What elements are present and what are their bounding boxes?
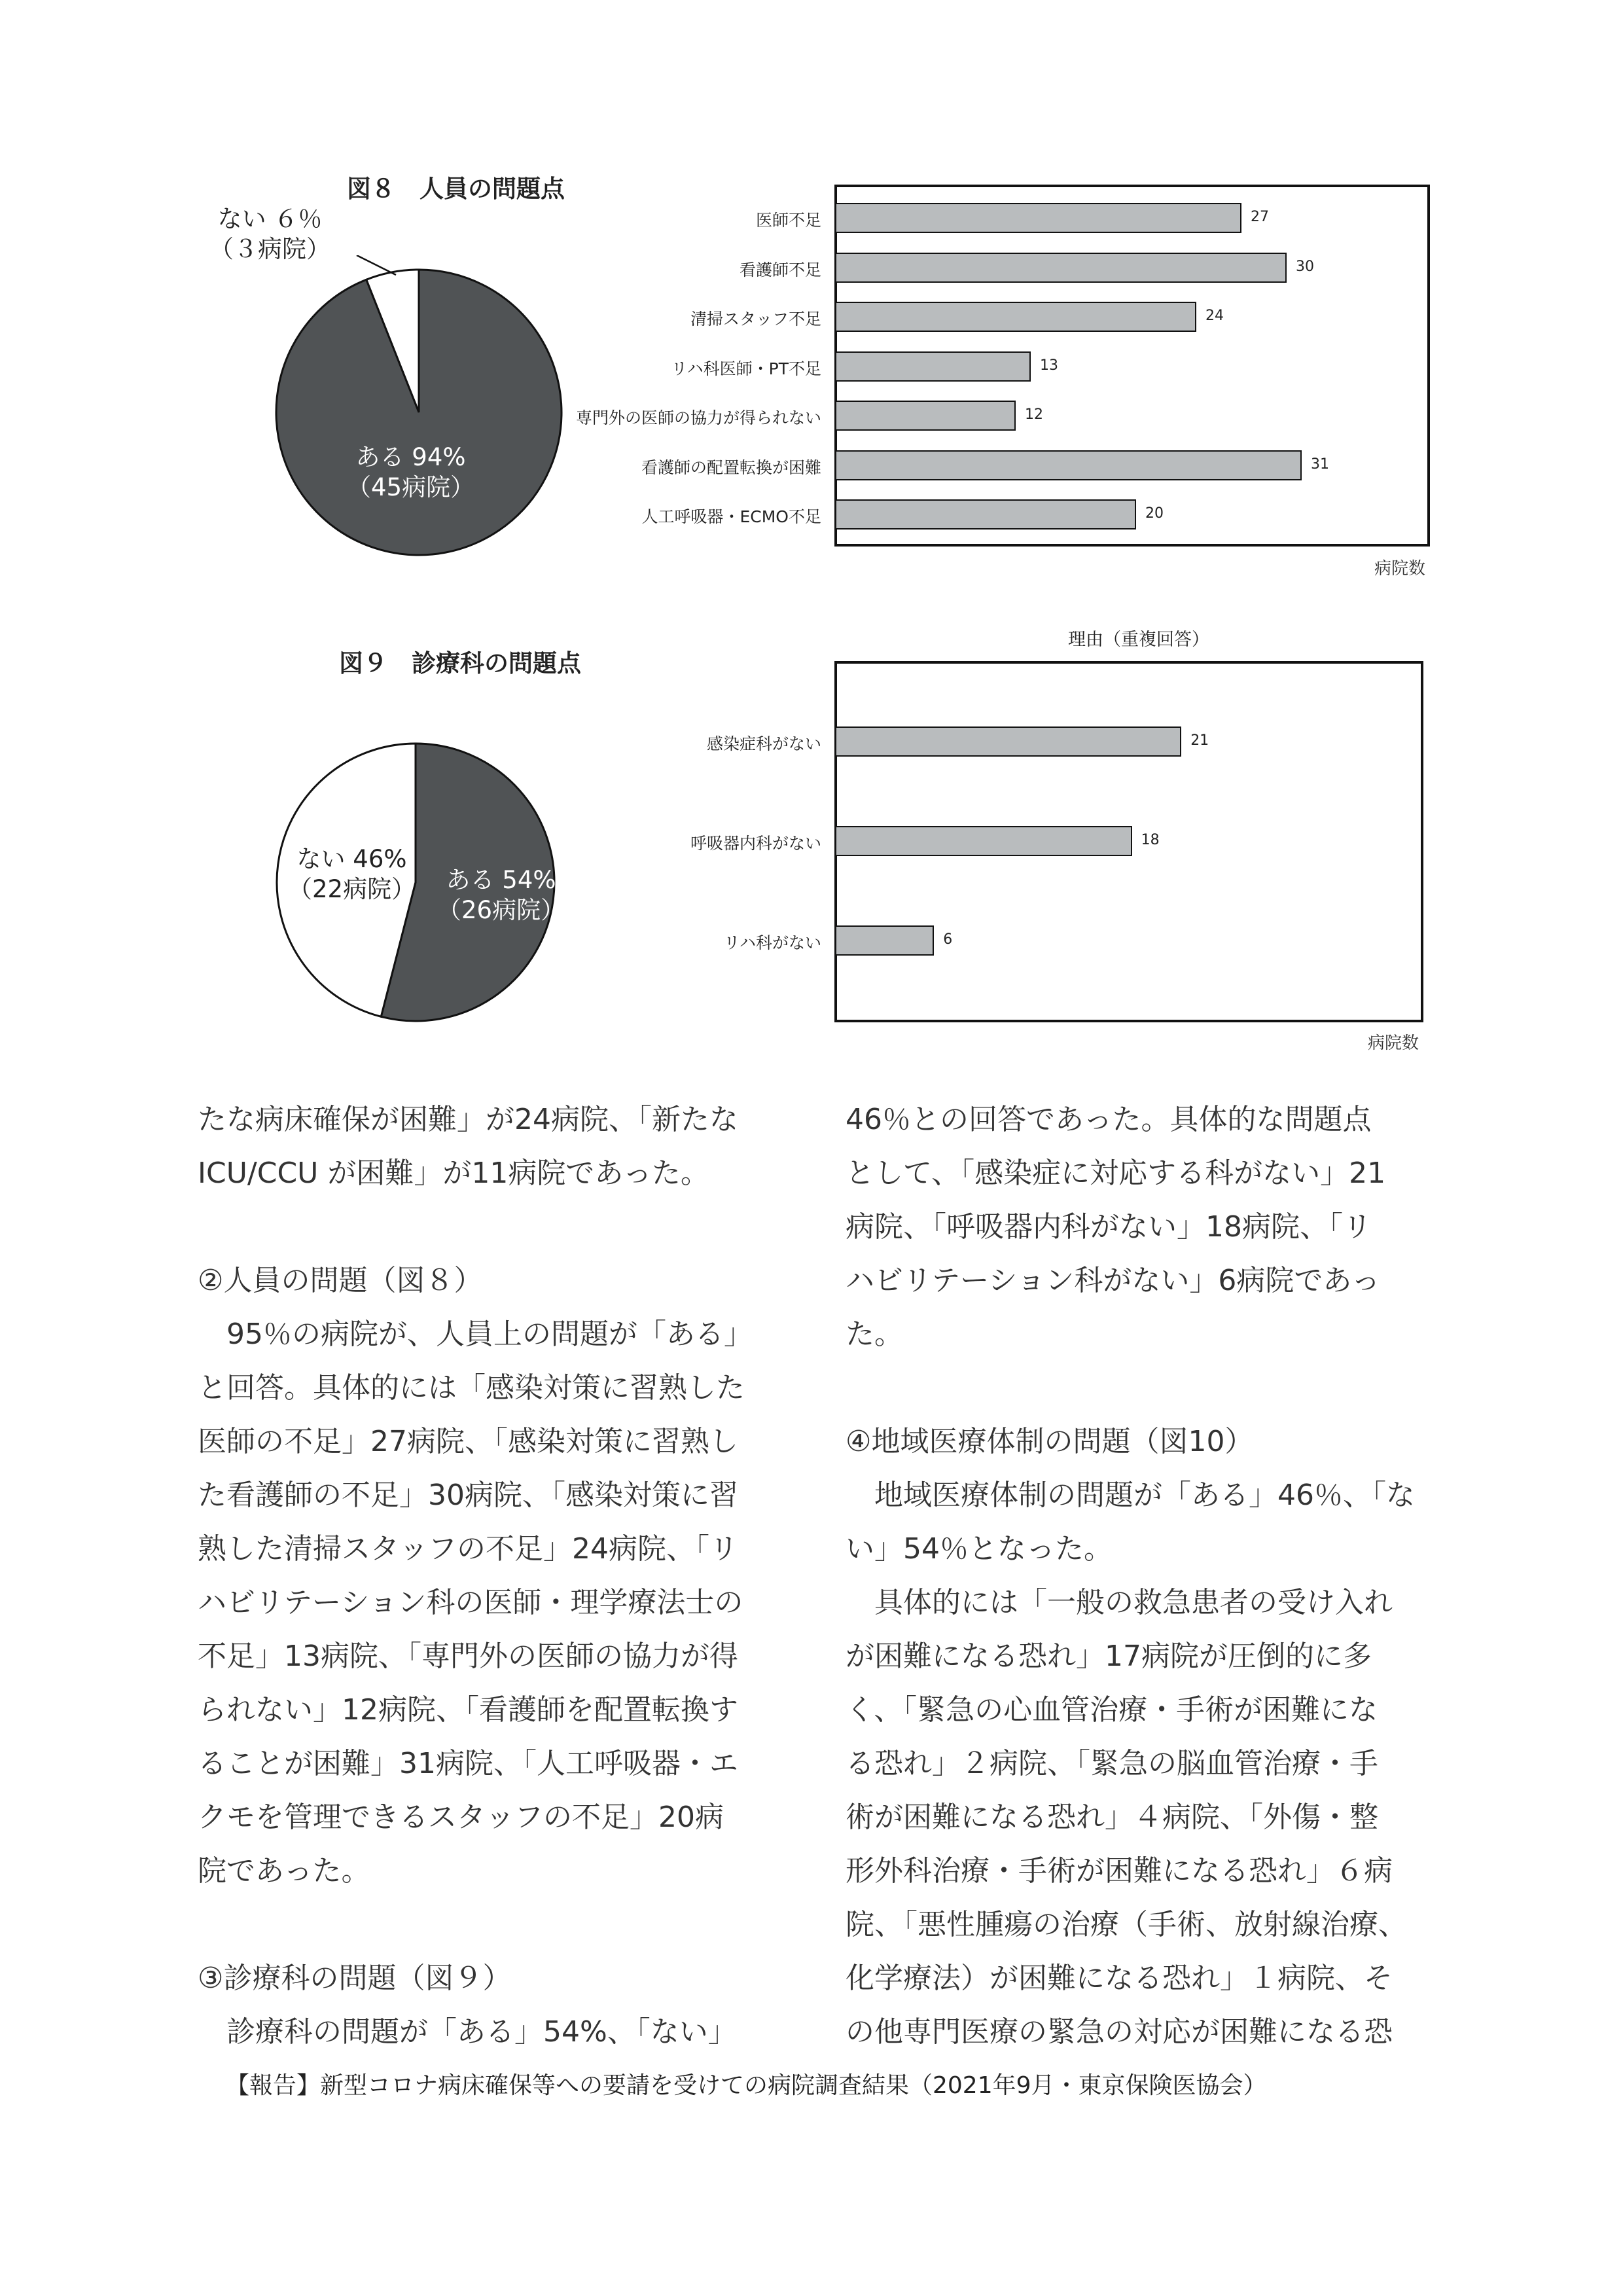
left-col-text-line: 診療科の問題が「ある」54%、「ない」	[198, 2015, 737, 2049]
right-col-text-line: が困難になる恐れ」17病院が圧倒的に多	[846, 1640, 1372, 1673]
right-col-text-line: た。	[846, 1318, 903, 1351]
right-col-text-line: ④地域医療体制の問題（図10）	[846, 1425, 1254, 1458]
figure9-unit: 病院数	[1368, 1033, 1419, 1053]
figure9-pie-label-aru-main: ある 54%	[446, 866, 556, 894]
left-col-text-line: た看護師の不足」30病院、「感染対策に習	[198, 1479, 738, 1512]
left-col-text-line: 95％の病院が、人員上の問題が「ある」	[198, 1318, 753, 1351]
figure8-bar-value: 27	[1251, 209, 1269, 225]
figure8-pie-label-nai-sub: （３病院）	[209, 235, 330, 263]
left-col-text-line: 熟した清掃スタッフの不足」24病院、「リ	[198, 1532, 738, 1566]
figure8-pie-label-aru-sub: （45病院）	[347, 473, 475, 501]
left-col-blank-line	[198, 1898, 800, 1952]
figure8-bar	[835, 351, 1031, 382]
figure9-pie-label-nai	[288, 844, 416, 905]
left-col-blank-line	[198, 1200, 800, 1254]
figure8-bar-label: 人工呼吸器・ECMO不足	[641, 507, 821, 526]
right-text-column	[846, 1093, 1448, 2059]
right-col-text-line: ハビリテーション科がない」6病院であっ	[846, 1264, 1380, 1297]
figure8-pie-label-aru	[347, 442, 474, 503]
left-col-text-line: ハビリテーション科の医師・理学療法士の	[198, 1586, 743, 1619]
figure8-bar-value: 20	[1145, 505, 1164, 522]
figure8-bar-label: 医師不足	[755, 211, 821, 230]
figure9-bar-value: 21	[1190, 732, 1209, 749]
left-col-text-line: ることが困難」31病院、「人工呼吸器・エ	[198, 1747, 738, 1780]
left-col-text-line: クモを管理できるスタッフの不足」20病	[198, 1801, 724, 1834]
figure9-bar	[835, 826, 1132, 856]
right-col-text-line: 術が困難になる恐れ」４病院、「外傷・整	[846, 1801, 1378, 1834]
figure9-title: 図９ 診療科の問題点	[339, 649, 581, 677]
figure8-bar	[835, 450, 1302, 480]
figure8-pie-slice-aru	[276, 270, 562, 555]
right-col-text-line: として、「感染症に対応する科がない」21	[846, 1157, 1386, 1190]
right-col-text-line: い」54％となった。	[846, 1532, 1113, 1566]
right-col-text-line: 46％との回答であった。具体的な問題点	[846, 1103, 1372, 1136]
figure8-bar	[835, 499, 1136, 529]
right-col-text-line: 病院、「呼吸器内科がない」18病院、「リ	[846, 1210, 1372, 1244]
left-col-text-line: 不足」13病院、「専門外の医師の協力が得	[198, 1640, 738, 1673]
figure8-bar	[835, 253, 1287, 283]
figure9-bar-label: 感染症科がない	[706, 734, 821, 753]
figure8-pie-chart	[262, 255, 576, 569]
figure8-bar	[835, 203, 1241, 233]
figure8-bar-value: 30	[1296, 258, 1314, 275]
right-col-text-line: の他専門医療の緊急の対応が困難になる恐	[846, 2015, 1393, 2049]
figure8-bar-value: 31	[1311, 456, 1329, 473]
figure8-bar-label: 清掃スタッフ不足	[690, 310, 821, 329]
left-col-text-line: と回答。具体的には「感染対策に習熟した	[198, 1371, 745, 1405]
figure8-title: 図８ 人員の問題点	[347, 175, 565, 203]
figure8-bar	[835, 401, 1016, 431]
right-col-text-line: 地域医療体制の問題が「ある」46％、「な	[846, 1479, 1415, 1512]
right-col-text-line: る恐れ」２病院、「緊急の脳血管治療・手	[846, 1747, 1378, 1780]
left-col-text-line: ③診療科の問題（図９）	[198, 1962, 512, 1995]
figure8-pie-label-aru-main: ある 94%	[355, 443, 466, 471]
right-col-text-line: 具体的には「一般の救急患者の受け入れ	[846, 1586, 1393, 1619]
figure8-bar-value: 24	[1205, 308, 1224, 324]
figure9-pie-label-aru	[437, 865, 565, 925]
figure9-pie-label-nai-main: ない 46%	[296, 845, 407, 873]
figure8-bar-value: 13	[1040, 357, 1058, 374]
figure8-pie-label-nai-main: ない ６％	[217, 205, 323, 233]
figure9-pie-label-aru-sub: （26病院）	[437, 896, 565, 924]
page-footer: 【報告】新型コロナ病床確保等への要請を受けての病院調査結果（2021年9月・東京保険医協会）	[226, 2072, 1267, 2099]
figure9-bar-label: 呼吸器内科がない	[690, 834, 821, 853]
figure8-unit: 病院数	[1374, 559, 1426, 579]
figure8-bar-label: 専門外の医師の協力が得られない	[575, 408, 821, 427]
right-col-blank-line	[846, 1361, 1448, 1415]
figure8-bar-label: 看護師の配置転換が困難	[641, 457, 821, 477]
left-col-text-line: ICU/CCU が困難」が11病院であった。	[198, 1157, 709, 1190]
figure9-bar-label: リハ科がない	[723, 933, 821, 952]
figure9-bars-note: 理由（重複回答）	[1068, 630, 1209, 650]
figure8-bar-label: 看護師不足	[739, 260, 821, 279]
figure9-bar-value: 18	[1141, 832, 1160, 848]
figure9-bar-value: 6	[943, 931, 953, 948]
left-col-text-line: ②人員の問題（図８）	[198, 1264, 483, 1297]
right-col-text-line: 化学療法）が困難になる恐れ」１病院、そ	[846, 1962, 1393, 1995]
figure8-bar-label: リハ科医師・PT不足	[671, 359, 821, 378]
left-col-text-line: られない」12病院、「看護師を配置転換す	[198, 1693, 738, 1727]
left-col-text-line: 医師の不足」27病院、「感染対策に習熟し	[198, 1425, 738, 1458]
right-col-text-line: 院、「悪性腫瘍の治療（手術、放射線治療、	[846, 1908, 1407, 1941]
right-col-text-line: く、「緊急の心血管治療・手術が困難にな	[846, 1693, 1378, 1727]
figure9-bar	[835, 925, 934, 956]
figure8-bar-value: 12	[1025, 406, 1043, 423]
right-col-text-line: 形外科治療・手術が困難になる恐れ」６病	[846, 1854, 1393, 1888]
figure8-bar	[835, 302, 1196, 332]
left-col-text-line: 院であった。	[198, 1854, 370, 1888]
left-text-column	[198, 1093, 800, 2059]
left-col-text-line: たな病床確保が困難」が24病院、「新たな	[198, 1103, 738, 1136]
figure9-bar	[835, 726, 1181, 757]
figure8-pie-leader-line	[357, 255, 396, 275]
figure9-pie-label-nai-sub: （22病院）	[288, 875, 416, 903]
